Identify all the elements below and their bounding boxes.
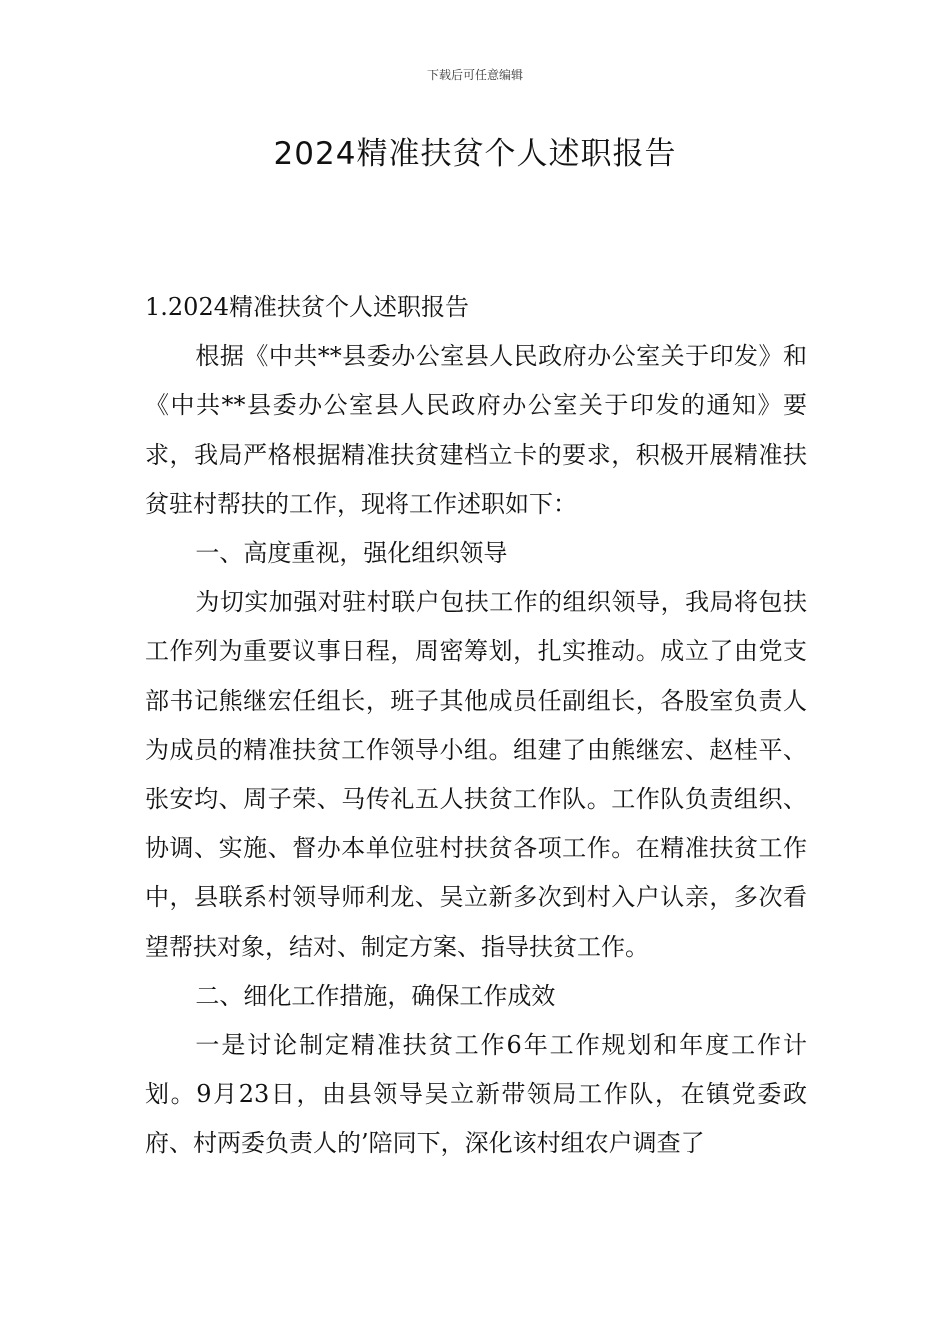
section-title: 1.2024精准扶贫个人述职报告 bbox=[145, 293, 469, 321]
paragraph-measures: 一是讨论制定精准扶贫工作6年工作规划和年度工作计划。9月23日，由县领导吴立新带领局工作队，在镇党委政府、村两委负责人的’陪同下，深化该村组农户调查了 bbox=[145, 1031, 807, 1158]
paragraph-organization: 为切实加强对驻村联户包扶工作的组织领导，我局将包扶工作列为重要议事日程，周密筹划，扎实推动。成立了由党支部书记熊继宏任组长，班子其他成员任副组长，各股室负责人为成员的精准扶贫工作领导小组。组建了由熊继宏、赵桂平、张安均、周子荣、马传礼五人扶贫工作队。工作队负责组织、协调、实施、督办本单位驻村扶贫各项工作。在精准扶贫工作中，县联系村领导师利龙、吴立新多次到村入户认亲，多次看望帮扶对象，结对、制定方案、指导扶贫工作。 bbox=[145, 588, 807, 961]
heading-one: 一、高度重视，强化组织领导 bbox=[195, 539, 508, 568]
document-title: 2024精准扶贫个人述职报告 bbox=[273, 136, 677, 172]
document-body bbox=[145, 283, 807, 1169]
paragraph-intro: 根据《中共**县委办公室县人民政府办公室关于印发》和《中共**县委办公室县人民政府办公室关于印发的通知》要求，我局严格根据精准扶贫建档立卡的要求，积极开展精准扶贫驻村帮扶的工作，现将工作述职如下： bbox=[145, 342, 807, 518]
header-note: 下载后可任意编辑 bbox=[426, 68, 523, 82]
heading-two: 二、细化工作措施，确保工作成效 bbox=[195, 981, 556, 1010]
